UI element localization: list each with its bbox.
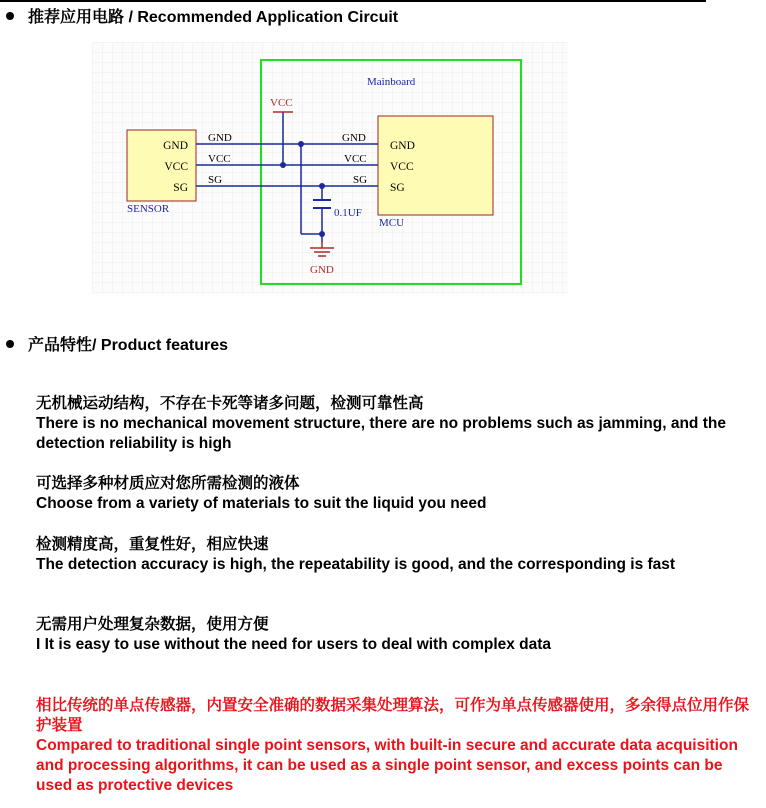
feature-item: [36, 474, 762, 514]
mcu-pin-vcc: VCC: [390, 161, 414, 173]
wire-label-gnd-left: GND: [208, 132, 232, 144]
wire-label-vcc-right: VCC: [344, 153, 367, 165]
wire-label-sg-left: SG: [208, 174, 223, 186]
feature-en: I It is easy to use without the need for users to deal with complex data: [36, 636, 552, 653]
bullet-icon: [6, 340, 14, 348]
mainboard-label: Mainboard: [367, 76, 416, 88]
feature-zh: 可选择多种材质应对您所需检测的液体: [36, 475, 300, 492]
application-circuit-diagram: [92, 42, 568, 294]
junction-dot: [280, 162, 286, 168]
wire-label-vcc-left: VCC: [208, 153, 231, 165]
highlight-feature: [36, 696, 762, 796]
feature-zh: 无需用户处理复杂数据，使用方便: [36, 616, 269, 633]
section-heading-text: 产品特性/ Product features: [28, 337, 229, 354]
junction-dot: [319, 183, 325, 189]
feature-en: There is no mechanical movement structure, there are no problems such as jamming, and the detection reliability is high: [36, 415, 726, 452]
feature-item: [36, 535, 762, 575]
top-rule: [0, 0, 706, 2]
sensor-label: SENSOR: [127, 203, 170, 215]
feature-item: [36, 615, 762, 655]
vcc-power-label: VCC: [270, 97, 293, 109]
feature-item: [36, 394, 762, 454]
feature-zh: 检测精度高，重复性好，相应快速: [36, 536, 269, 553]
mcu-pin-sg: SG: [390, 182, 405, 194]
gnd-power-label: GND: [310, 264, 334, 276]
bullet-icon: [6, 12, 14, 20]
section-heading-circuit: [6, 4, 398, 27]
mcu-label: MCU: [379, 217, 405, 229]
sensor-pin-sg: SG: [173, 182, 188, 194]
section-heading-text: 推荐应用电路 / Recommended Application Circuit: [28, 9, 399, 26]
feature-en: The detection accuracy is high, the repeatability is good, and the corresponding is fast: [36, 556, 676, 573]
wire-label-sg-right: SG: [353, 174, 368, 186]
section-heading-features: [6, 332, 228, 355]
capacitor-label: 0.1UF: [334, 207, 362, 219]
junction-dot: [298, 141, 304, 147]
mcu-pin-gnd: GND: [390, 140, 415, 152]
junction-dot: [319, 231, 325, 237]
highlight-zh: 相比传统的单点传感器，内置安全准确的数据采集处理算法，可作为单点传感器使用，多余得点位用作保护装置: [36, 697, 750, 734]
sensor-pin-vcc: VCC: [164, 161, 188, 173]
wire-label-gnd-right: GND: [342, 132, 366, 144]
feature-zh: 无机械运动结构，不存在卡死等诸多问题，检测可靠性高: [36, 395, 424, 412]
highlight-en: Compared to traditional single point sensors, with built-in secure and accurate data acquisition and processing algorithms, it can be used as a single point sensor, and excess points can be used as protective devices: [36, 737, 738, 794]
sensor-pin-gnd: GND: [163, 140, 188, 152]
feature-en: Choose from a variety of materials to suit the liquid you need: [36, 495, 487, 512]
